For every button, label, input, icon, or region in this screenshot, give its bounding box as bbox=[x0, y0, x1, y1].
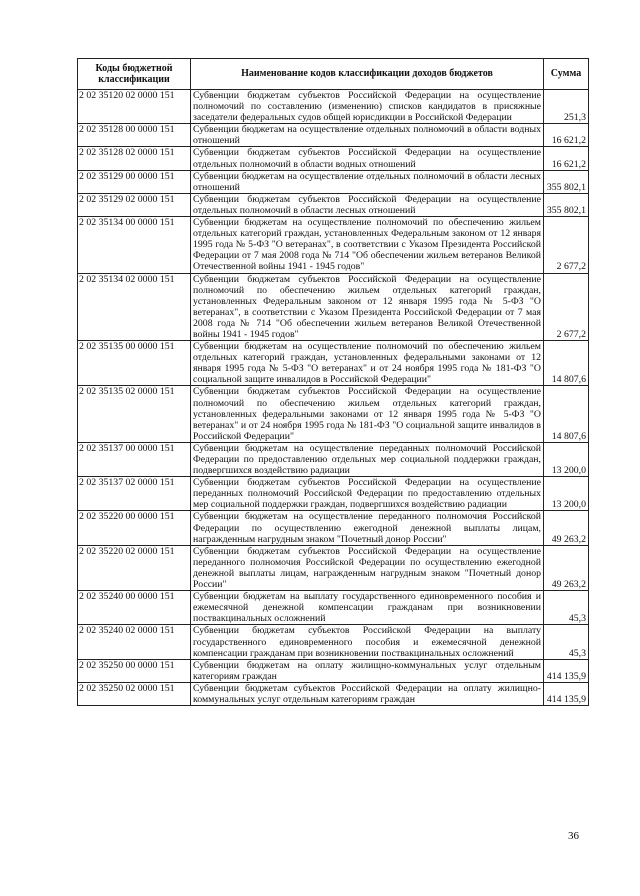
page-number: 36 bbox=[568, 830, 579, 842]
row-sum: 414 135,9 bbox=[544, 682, 589, 705]
row-code: 2 02 35135 02 0000 151 bbox=[78, 386, 191, 442]
table-row bbox=[78, 511, 589, 545]
column-header-name: Наименование кодов классификации доходов бюджетов bbox=[191, 59, 544, 90]
row-code: 2 02 35137 00 0000 151 bbox=[78, 442, 191, 476]
row-code: 2 02 35240 00 0000 151 bbox=[78, 591, 191, 625]
row-name: Субвенции бюджетам на осуществление полномочий по обеспечению жильем отдельных категорий граждан, установленных Федеральным законом от 12 января 1995 года № 5-ФЗ "О ветеранах", в соответствии с Указом Президента Российской Федерации от 7 мая 2008 года № 714 "Об обеспечении жильем ветеранов Великой Отечественной войны 1941 - 1945 годов" bbox=[191, 217, 544, 273]
row-name: Субвенции бюджетам субъектов Российской Федерации на осуществление переданных полномочий Российской Федерации по предоставлению отдельных мер социальной поддержки граждан, подвергшихся воздействию радиации bbox=[191, 477, 544, 511]
row-name: Субвенции бюджетам субъектов Российской Федерации на оплату жилищно-коммунальных услуг отдельным категориям граждан bbox=[191, 682, 544, 705]
row-code: 2 02 35220 02 0000 151 bbox=[78, 545, 191, 590]
table-header-row bbox=[78, 59, 589, 90]
row-name: Субвенции бюджетам субъектов Российской Федерации на осуществление полномочий по составлению (изменению) списков кандидатов в присяжные заседатели федеральных судов общей юрисдикции в Российской Федерации bbox=[191, 90, 544, 124]
row-sum: 14 807,6 bbox=[544, 386, 589, 442]
row-sum: 13 200,0 bbox=[544, 442, 589, 476]
table-row bbox=[78, 545, 589, 590]
row-code: 2 02 35129 02 0000 151 bbox=[78, 193, 191, 216]
table-row bbox=[78, 170, 589, 193]
table-row bbox=[78, 591, 589, 625]
table-row bbox=[78, 273, 589, 341]
row-sum: 14 807,6 bbox=[544, 341, 589, 386]
row-name: Субвенции бюджетам на осуществление полномочий по обеспечению жильем отдельных категорий граждан, установленных федеральными законами от 12 января 1995 года № 5-ФЗ "О ветеранах" и от 24 ноября 1995 года № 181-ФЗ "О социальной защите инвалидов в Российской Федерации" bbox=[191, 341, 544, 386]
table-row bbox=[78, 659, 589, 682]
table-row bbox=[78, 625, 589, 659]
row-name: Субвенции бюджетам на осуществление отдельных полномочий в области лесных отношений bbox=[191, 170, 544, 193]
row-sum: 16 621,2 bbox=[544, 124, 589, 147]
row-name: Субвенции бюджетам субъектов Российской Федерации на осуществление переданного полномочия Российской Федерации по осуществлению ежегодной денежной выплаты лицам, награжденным нагрудным знаком "Почетный донор России" bbox=[191, 545, 544, 590]
row-code: 2 02 35120 02 0000 151 bbox=[78, 90, 191, 124]
row-sum: 251,3 bbox=[544, 90, 589, 124]
row-name: Субвенции бюджетам субъектов Российской Федерации на осуществление полномочий по обеспечению жильем отдельных категорий граждан, установленных федеральными законами от 12 января 1995 года № 5-ФЗ "О ветеранах" и от 24 ноября 1995 года № 181-ФЗ "О социальной защите инвалидов в Российской Федерации" bbox=[191, 386, 544, 442]
table-row bbox=[78, 477, 589, 511]
row-code: 2 02 35135 00 0000 151 bbox=[78, 341, 191, 386]
row-sum: 355 802,1 bbox=[544, 193, 589, 216]
row-sum: 16 621,2 bbox=[544, 147, 589, 170]
row-sum: 49 263,2 bbox=[544, 545, 589, 590]
table-row bbox=[78, 193, 589, 216]
row-sum: 45,3 bbox=[544, 625, 589, 659]
row-code: 2 02 35250 00 0000 151 bbox=[78, 659, 191, 682]
table-row bbox=[78, 341, 589, 386]
row-code: 2 02 35128 00 0000 151 bbox=[78, 124, 191, 147]
row-name: Субвенции бюджетам субъектов Российской Федерации на осуществление отдельных полномочий в области водных отношений bbox=[191, 147, 544, 170]
row-name: Субвенции бюджетам на осуществление переданного полномочия Российской Федерации по осуществлению ежегодной денежной выплаты лицам, награжденным нагрудным знаком "Почетный донор России" bbox=[191, 511, 544, 545]
table-row bbox=[78, 90, 589, 124]
row-name: Субвенции бюджетам субъектов Российской Федерации на выплату государственного единовременного пособия и ежемесячной денежной компенсации гражданам при возникновении поствакцинальных осложнений bbox=[191, 625, 544, 659]
row-sum: 414 135,9 bbox=[544, 659, 589, 682]
row-name: Субвенции бюджетам на осуществление переданных полномочий Российской Федерации по предоставлению отдельных мер социальной поддержки граждан, подвергшихся воздействию радиации bbox=[191, 442, 544, 476]
column-header-code: Коды бюджетной классификации bbox=[78, 59, 191, 90]
row-sum: 2 677,2 bbox=[544, 217, 589, 273]
row-sum: 49 263,2 bbox=[544, 511, 589, 545]
document-page bbox=[77, 58, 588, 706]
row-name: Субвенции бюджетам на осуществление отдельных полномочий в области водных отношений bbox=[191, 124, 544, 147]
table-row bbox=[78, 217, 589, 273]
row-code: 2 02 35134 00 0000 151 bbox=[78, 217, 191, 273]
row-sum: 2 677,2 bbox=[544, 273, 589, 341]
table-row bbox=[78, 147, 589, 170]
row-code: 2 02 35250 02 0000 151 bbox=[78, 682, 191, 705]
table-body bbox=[78, 90, 589, 706]
row-code: 2 02 35129 00 0000 151 bbox=[78, 170, 191, 193]
table-row bbox=[78, 682, 589, 705]
row-name: Субвенции бюджетам субъектов Российской Федерации на осуществление отдельных полномочий в области лесных отношений bbox=[191, 193, 544, 216]
row-code: 2 02 35134 02 0000 151 bbox=[78, 273, 191, 341]
budget-classification-table bbox=[77, 58, 589, 706]
table-row bbox=[78, 124, 589, 147]
row-code: 2 02 35240 02 0000 151 bbox=[78, 625, 191, 659]
row-sum: 13 200,0 bbox=[544, 477, 589, 511]
row-name: Субвенции бюджетам на выплату государственного единовременного пособия и ежемесячной денежной компенсации гражданам при возникновении поствакцинальных осложнений bbox=[191, 591, 544, 625]
row-code: 2 02 35137 02 0000 151 bbox=[78, 477, 191, 511]
row-sum: 355 802,1 bbox=[544, 170, 589, 193]
column-header-sum: Сумма bbox=[544, 59, 589, 90]
row-code: 2 02 35128 02 0000 151 bbox=[78, 147, 191, 170]
row-name: Субвенции бюджетам субъектов Российской Федерации на осуществление полномочий по обеспечению жильем отдельных категорий граждан, установленных Федеральным законом от 12 января 1995 года № 5-ФЗ "О ветеранах", в соответствии с Указом Президента Российской Федерации от 7 мая 2008 года № 714 "Об обеспечении жильем ветеранов Великой Отечественной войны 1941 - 1945 годов" bbox=[191, 273, 544, 341]
row-sum: 45,3 bbox=[544, 591, 589, 625]
table-row bbox=[78, 442, 589, 476]
row-code: 2 02 35220 00 0000 151 bbox=[78, 511, 191, 545]
table-row bbox=[78, 386, 589, 442]
row-name: Субвенции бюджетам на оплату жилищно-коммунальных услуг отдельным категориям граждан bbox=[191, 659, 544, 682]
